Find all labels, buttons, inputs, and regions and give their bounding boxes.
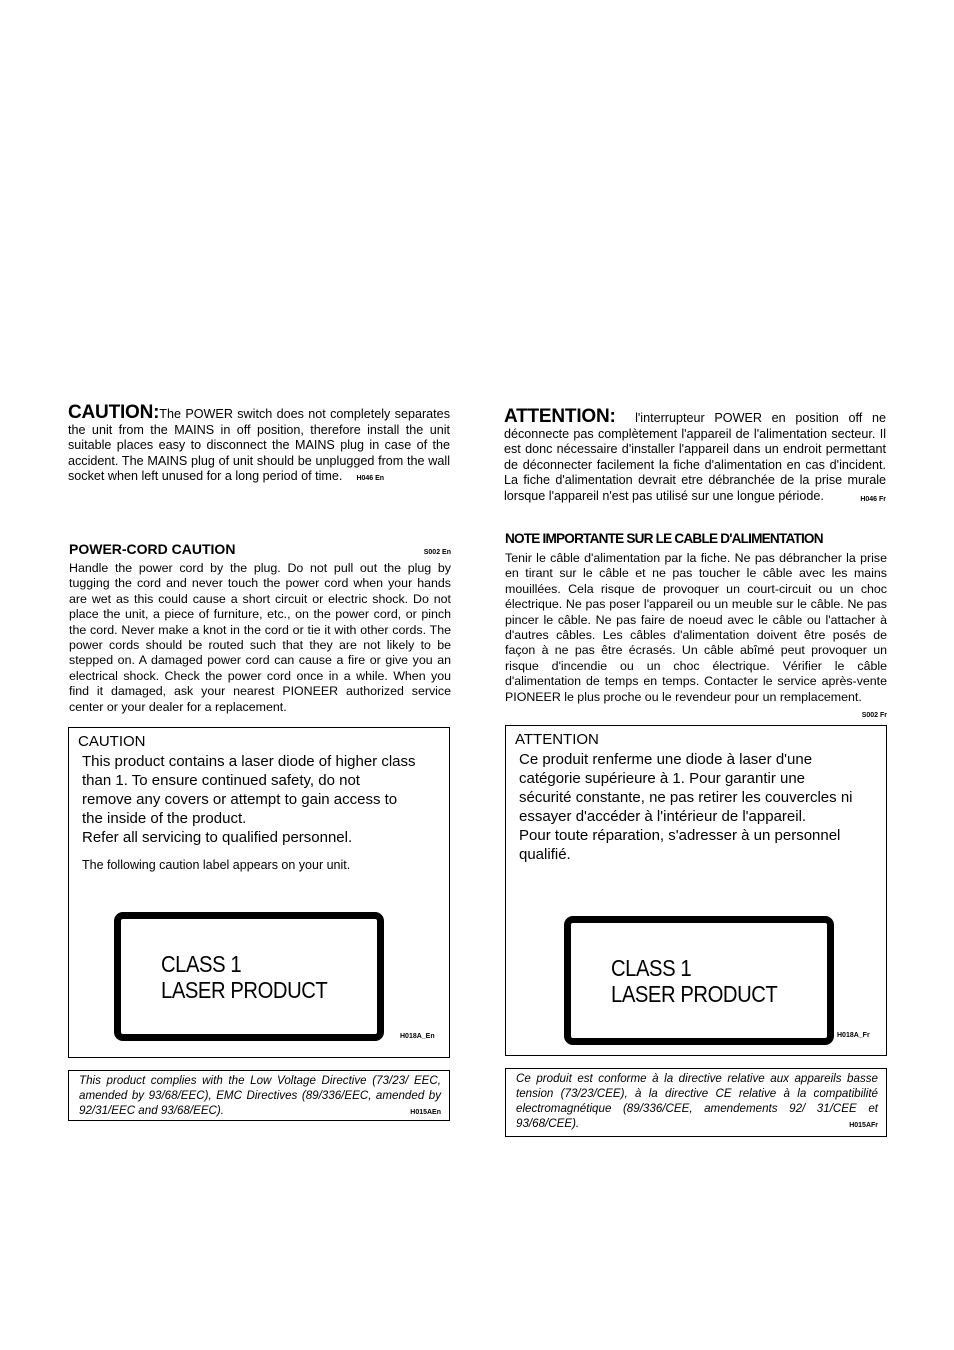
laser-caution-en-box (68, 727, 450, 1058)
laser-caution-fr-line: Pour toute réparation, s'adresser à un personnel (519, 827, 841, 844)
class1-label-en-line1: CLASS 1 (161, 951, 242, 977)
class1-label-en (114, 912, 384, 1041)
laser-caution-fr-line: qualifié. (519, 846, 571, 863)
caution-fr (504, 406, 887, 508)
class1-label-en-line2: LASER PRODUCT (161, 977, 328, 1003)
caution-en (68, 402, 450, 487)
laser-caution-en-code: H018A_En (400, 1033, 435, 1040)
directive-en-code: H015AEn (410, 1109, 441, 1116)
laser-caution-en-title: CAUTION (78, 733, 146, 750)
laser-caution-en-line: Refer all servicing to qualified personnel. (82, 829, 353, 846)
laser-caution-fr-line: catégorie supérieure à 1. Pour garantir une (519, 770, 806, 787)
directive-en-box (68, 1070, 450, 1121)
directive-fr-code: H015AFr (849, 1122, 878, 1129)
laser-caution-fr-box (505, 725, 887, 1056)
caution-en-code: H046 En (356, 475, 385, 483)
class1-label-fr-line1: CLASS 1 (611, 955, 692, 981)
laser-caution-fr-code: H018A_Fr (837, 1032, 870, 1039)
caution-fr-code: H046 Fr (860, 495, 886, 503)
power-cord-fr-title: NOTE IMPORTANTE SUR LE CABLE D'ALIMENTATION (505, 531, 823, 546)
laser-caution-en-line: than 1. To ensure continued safety, do not (82, 772, 360, 789)
laser-caution-fr-line: sécurité constante, ne pas retirer les couvercles ni (519, 789, 853, 806)
power-cord-fr-text: Tenir le câble d'alimentation par la fiche. Ne pas débrancher la prise en tirant sur le câble et ne pas toucher le câble avec les mains mouillées. Cela risque de provoquer un court-circuit ou un choc électrique. Ne pas poser l'appareil ou un meuble sur le câble. Ne pas pincer le câble. Ne pas faire de noeud avec le câble ou l'attacher à d'autres câbles. Les câbles d'alimentation doivent être posés de façon à ne pas être écrasés. Un câble abîmé peut provoquer un risque d'incendie ou un choc électrique. Vérifier le câble d'alimentation de temps en temps. Contacter le service après-vente PIONEER le plus proche ou le revendeur pour un remplacement. (505, 551, 887, 704)
power-cord-en-title: POWER-CORD CAUTION (69, 541, 236, 557)
directive-en-text: This product complies with the Low Voltage Directive (73/23/ EEC, amended by 93/68/EEC), EMC Directives (89/336/EEC, amended by 92/31/EEC and 93/68/EEC). (79, 1074, 441, 1117)
power-cord-en-header (69, 541, 451, 557)
directive-fr-box (505, 1068, 887, 1137)
laser-caution-fr-line: Ce produit renferme une diode à laser d'une (519, 751, 813, 768)
directive-fr-text: Ce produit est conforme à la directive relative aux appareils basse tension (73/23/CEE), à la directive CE relative à la compatibilité electromagnétique (89/336/CEE, amendements 92/ 31/CEE et 93/68/CEE). (516, 1072, 878, 1130)
laser-caution-en-line: remove any covers or attempt to gain access to (82, 791, 398, 808)
laser-caution-fr-line: essayer d'accéder à l'intérieur de l'appareil. (519, 808, 807, 825)
laser-caution-fr-title: ATTENTION (515, 731, 599, 748)
caution-en-title: CAUTION: (68, 402, 160, 423)
caution-fr-text: l'interrupteur POWER en position off ne déconnecte pas complètement l'appareil de l'alimentation secteur. Il est donc nécessaire d'installer l'appareil dans un endroit permettant de déconnecter facilement la fiche d'alimentation en cas d'incident. La fiche d'alimentation devrait etre débranchée de la prise murale lorsque l'appareil n'est pas utilisé sur une longue période. (504, 411, 887, 503)
caution-en-text: The POWER switch does not completely separates the unit from the MAINS in off position, therefore install the unit suitable places easy to disconnect the MAINS plug in case of the accident. The MAINS plug of unit should be unplugged from the wall socket when left unused for a long period of time. (68, 407, 450, 484)
laser-caution-en-line: This product contains a laser diode of higher class (82, 753, 416, 770)
power-cord-en-text: Handle the power cord by the plug. Do not pull out the plug by tugging the cord and never touch the power cord when your hands are wet as this could cause a short circuit or electric shock. Do not place the unit, a piece of furniture, etc., on the power cord, or pinch the cord. Never make a knot in the cord or tie it with other cords. The power cords should be routed such that they are not likely to be stepped on. A damaged power cord can cause a fire or give you an electrical shock. Check the power cord once in a while. When you find it damaged, ask your nearest PIONEER authorized service center or your dealer for a replacement. (69, 561, 451, 714)
power-cord-fr-header (505, 531, 887, 546)
power-cord-fr-body (505, 551, 887, 723)
class1-label-fr-line2: LASER PRODUCT (611, 981, 778, 1007)
laser-caution-en-line: the inside of the product. (82, 810, 247, 827)
class1-label-fr (564, 916, 834, 1045)
power-cord-en-code: S002 En (423, 549, 451, 556)
power-cord-fr-code: S002 Fr (861, 712, 887, 720)
caution-fr-title: ATTENTION: (504, 406, 616, 427)
laser-label-note: The following caution label appears on your unit. (82, 858, 351, 872)
